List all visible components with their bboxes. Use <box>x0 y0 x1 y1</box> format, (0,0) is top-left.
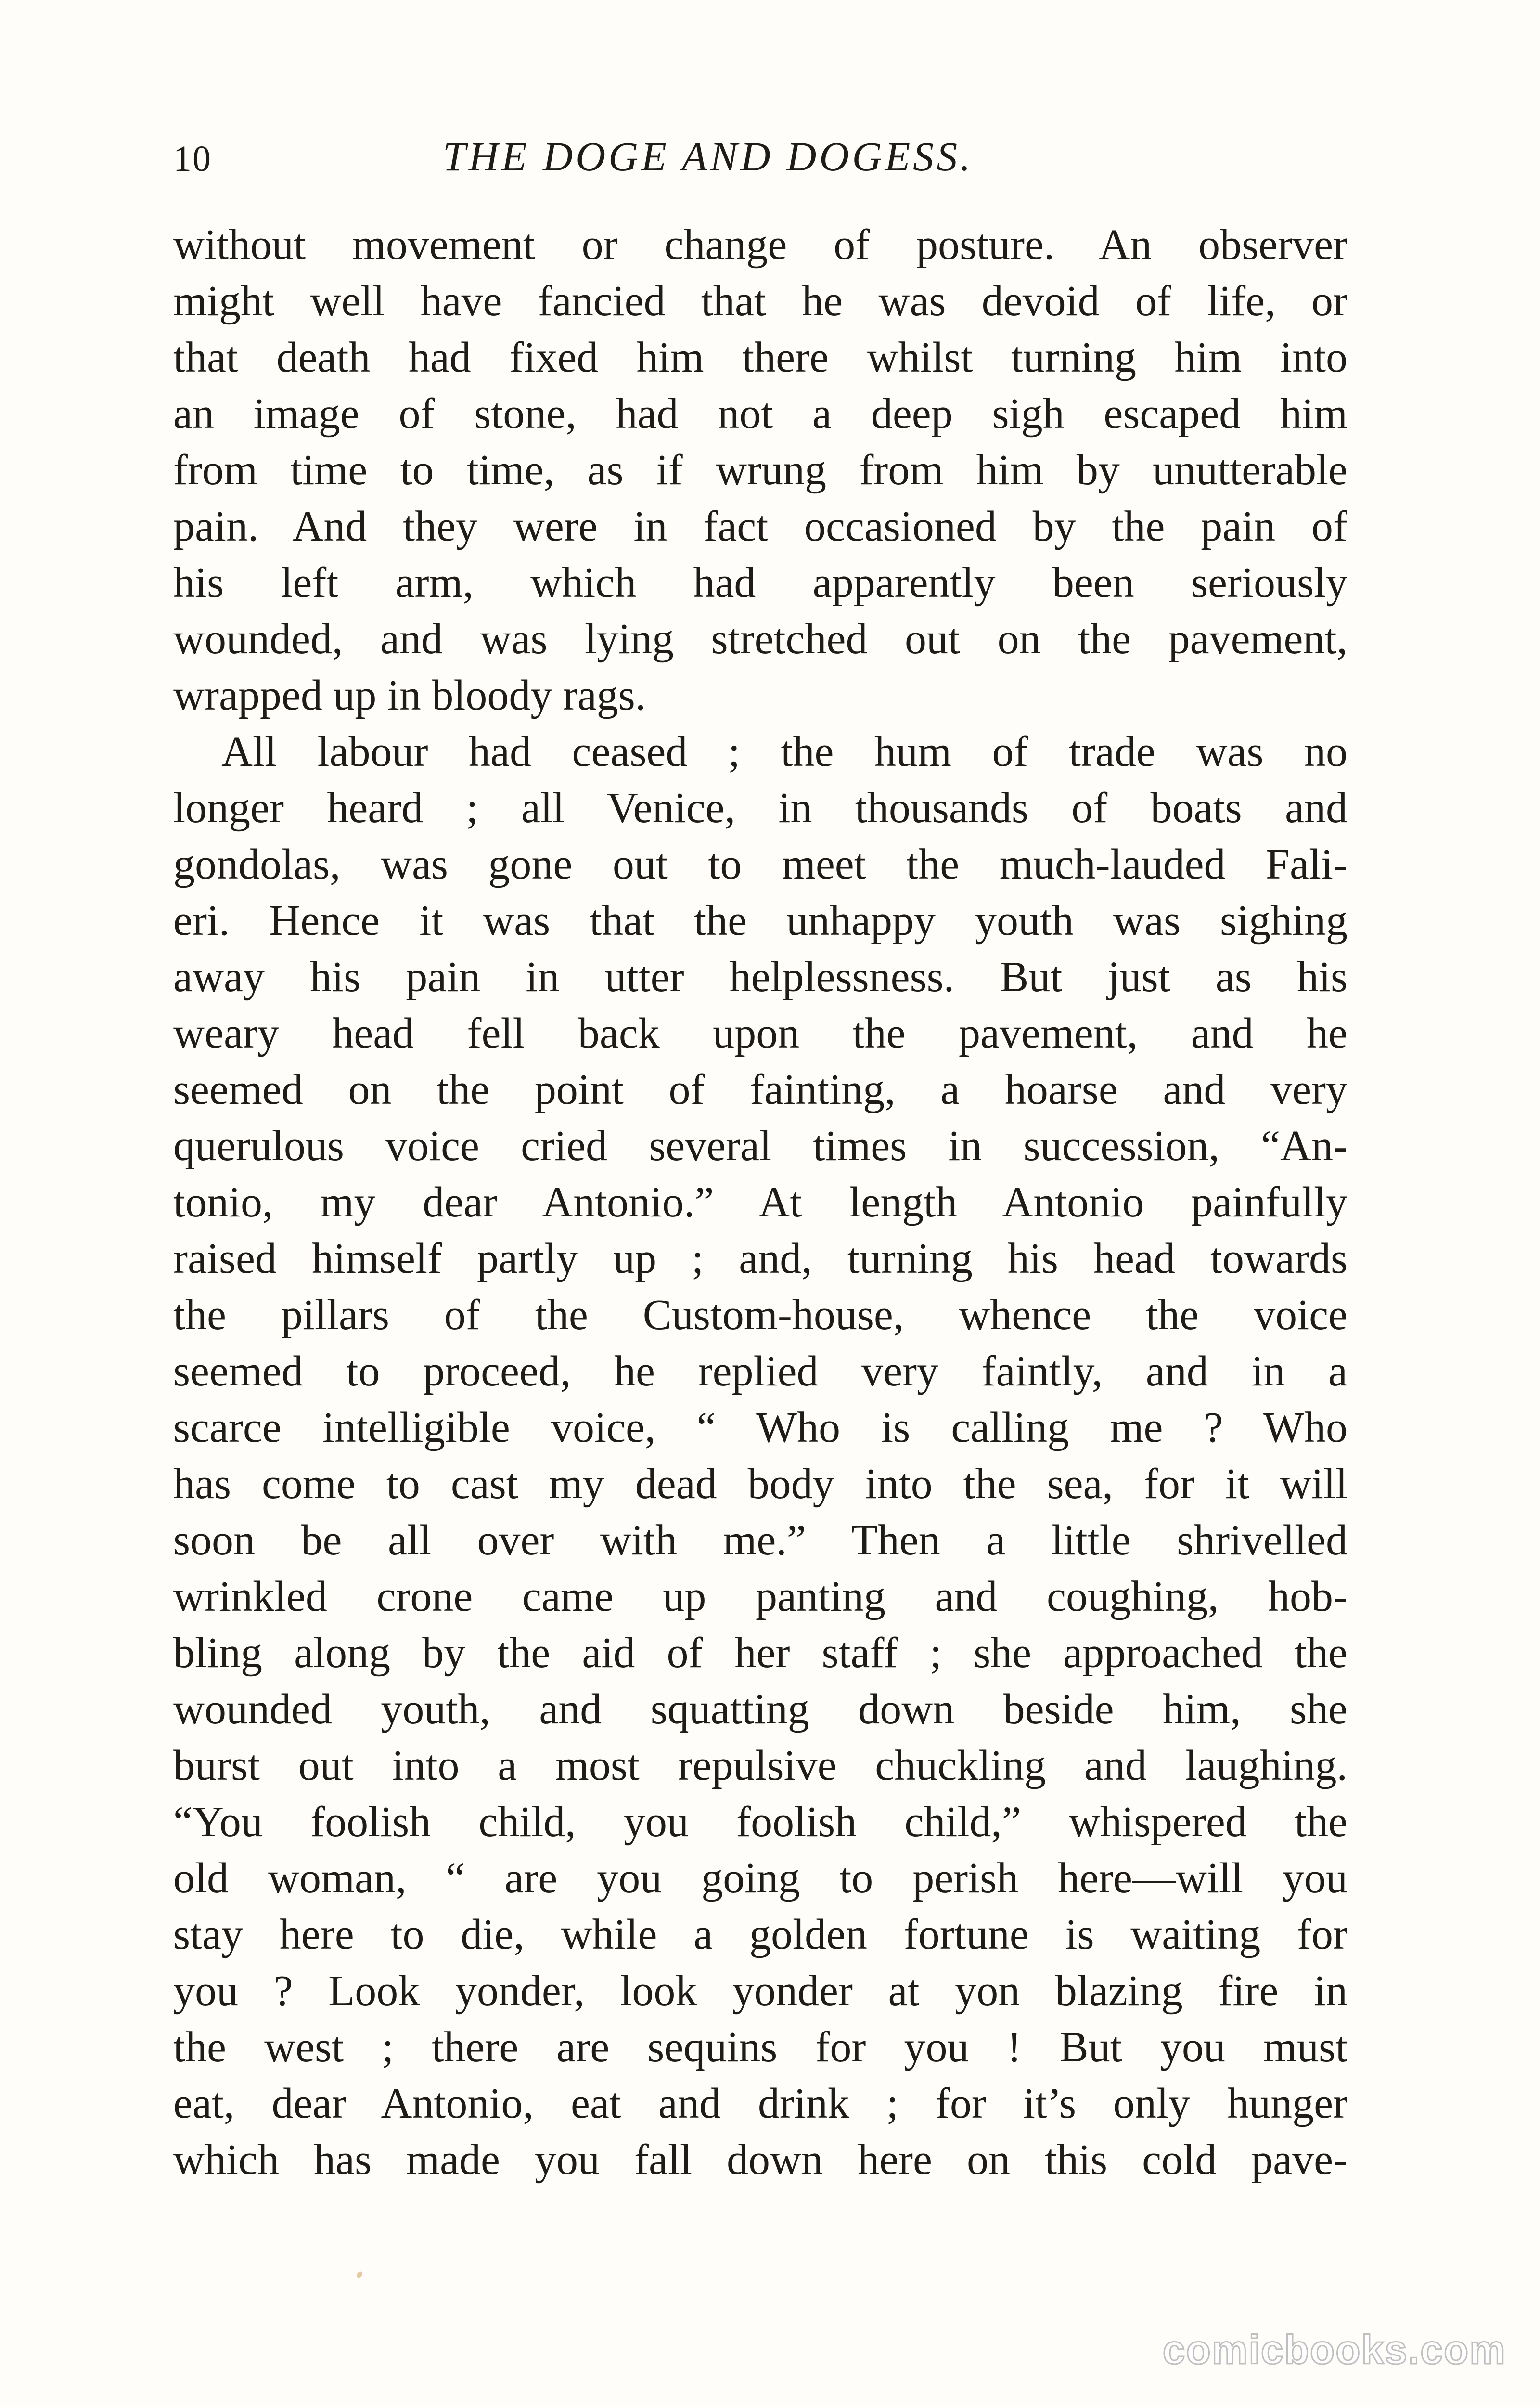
page-header <box>173 130 1348 183</box>
text-line: seemed on the point of fainting, a hoarse and very <box>173 1066 1348 1113</box>
text-line: wrapped up in bloody rags. <box>173 672 646 719</box>
text-line: away his pain in utter helplessness. But just as his <box>173 953 1348 1001</box>
text-line: eat, dear Antonio, eat and drink ; for it’s only hunger <box>173 2080 1348 2127</box>
page-number: 10 <box>173 139 212 179</box>
text-line: eri. Hence it was that the unhappy youth was sighing <box>173 897 1348 945</box>
text-line: querulous voice cried several times in succession, “An- <box>173 1122 1348 1170</box>
text-line: that death had fixed him there whilst turning him into <box>173 334 1348 381</box>
text-line: burst out into a most repulsive chuckling and laughing. <box>173 1742 1348 1789</box>
paper-speck <box>356 2270 363 2278</box>
text-line: old woman, “ are you going to perish here—will you <box>173 1854 1348 1902</box>
text-line: pain. And they were in fact occasioned by the pain of <box>173 503 1348 550</box>
text-line: has come to cast my dead body into the sea, for it will <box>173 1460 1348 1508</box>
text-line: gondolas, was gone out to meet the much-lauded Fali- <box>173 841 1348 888</box>
text-line: scarce intelligible voice, “ Who is calling me ? Who <box>173 1404 1348 1451</box>
text-line: his left arm, which had apparently been seriously <box>173 559 1348 607</box>
text-line: bling along by the aid of her staff ; she approached the <box>173 1629 1348 1677</box>
text-line: which has made you fall down here on this cold pave- <box>173 2136 1348 2184</box>
text-line: seemed to proceed, he replied very faintly, and in a <box>173 1347 1348 1395</box>
text-line: wrinkled crone came up panting and coughing, hob- <box>173 1573 1348 1620</box>
text-line: tonio, my dear Antonio.” At length Antonio painfully <box>173 1178 1348 1226</box>
running-title: THE DOGE AND DOGESS. <box>443 133 974 180</box>
text-line: weary head fell back upon the pavement, and he <box>173 1009 1348 1057</box>
text-line: wounded youth, and squatting down beside him, she <box>173 1685 1348 1733</box>
text-line: longer heard ; all Venice, in thousands of boats and <box>173 784 1348 832</box>
text-line: the pillars of the Custom-house, whence the voice <box>173 1291 1348 1339</box>
text-line: an image of stone, had not a deep sigh escaped him <box>173 390 1348 438</box>
text-line: without movement or change of posture. An observer <box>173 221 1348 269</box>
text-line: stay here to die, while a golden fortune is waiting for <box>173 1911 1348 1958</box>
text-line: from time to time, as if wrung from him by unutterable <box>173 446 1348 494</box>
body-text <box>173 217 1348 2188</box>
text-line: might well have fancied that he was devoid of life, or <box>173 277 1348 325</box>
watermark-logo: comicbooks.com <box>1162 2327 1506 2372</box>
text-line: wounded, and was lying stretched out on the pavement, <box>173 615 1348 663</box>
text-line: you ? Look yonder, look yonder at yon blazing fire in <box>173 1967 1348 2015</box>
text-line: raised himself partly up ; and, turning his head towards <box>173 1235 1348 1282</box>
text-line: All labour had ceased ; the hum of trade was no <box>221 728 1348 776</box>
text-line: soon be all over with me.” Then a little shrivelled <box>173 1516 1348 1564</box>
text-line: “You foolish child, you foolish child,” whispered the <box>173 1798 1348 1846</box>
text-line: the west ; there are sequins for you ! But you must <box>173 2023 1348 2071</box>
